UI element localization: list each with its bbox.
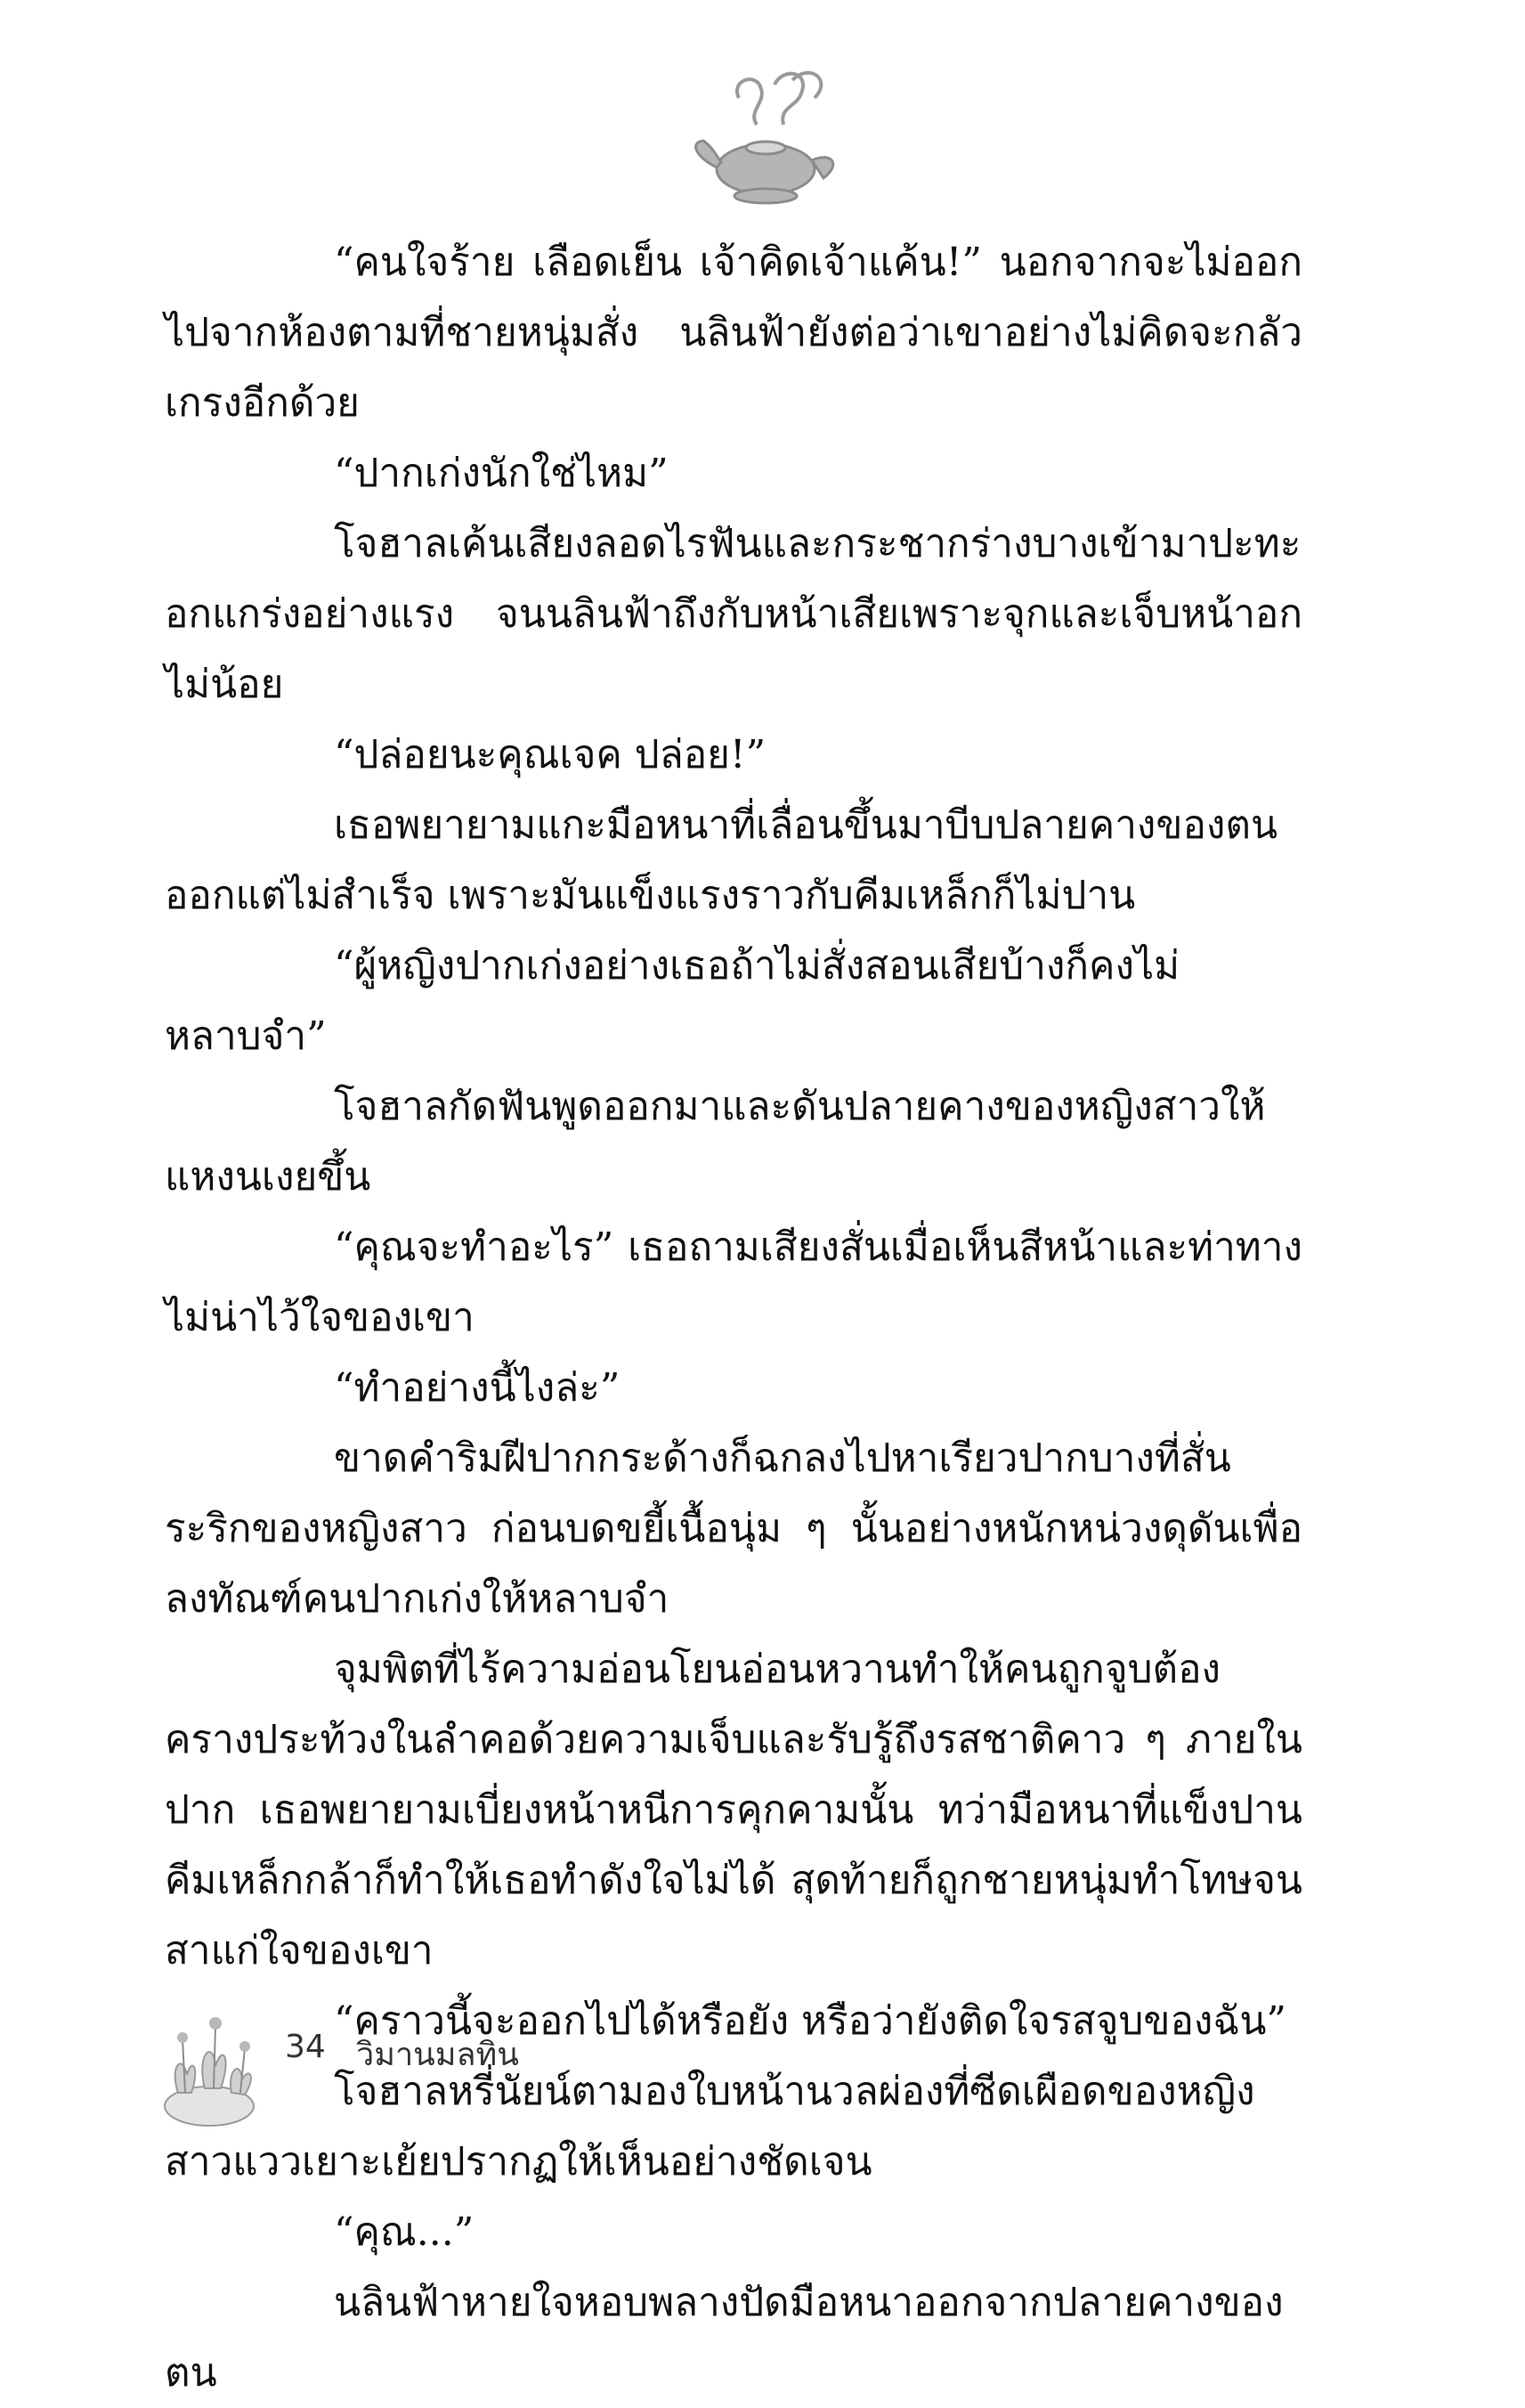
page-footer: [142, 2004, 766, 2146]
page-number: 34: [285, 2029, 326, 2065]
paragraph: “คราวนี้จะออกไปได้หรือยัง หรือว่ายังติดใจรสจูบของฉัน”: [334, 1998, 1286, 2044]
paragraph: “ผู้หญิงปากเก่งอย่างเธอถ้าไม่สั่งสอนเสียบ้างก็คงไม่หลาบจำ”: [165, 943, 1180, 1059]
paragraph: “ปากเก่งนักใช่ไหม”: [334, 451, 669, 496]
lotus-flowers-icon: [142, 2004, 276, 2137]
paragraph: “คนใจร้าย เลือดเย็น เจ้าคิดเจ้าแค้น!” นอกจากจะไม่ออกไปจากห้องตามที่ชายหนุ่มสั่ง นลินฟ้ายังต่อว่าเขาอย่างไม่คิดจะกลัวเกรงอีกด้วย: [165, 240, 1302, 426]
book-title: วิมานมลทิน: [356, 2037, 519, 2073]
paragraph: นลินฟ้าหายใจหอบพลางปัดมือหนาออกจากปลายคางของตน: [165, 2280, 1284, 2396]
paragraph: โจฮาลหรี่นัยน์ตามองใบหน้านวลผ่องที่ซีดเผือดของหญิงสาวแววเยาะเย้ยปรากฏให้เห็นอย่างชัดเจน: [165, 2069, 1255, 2184]
paragraph: จุมพิตที่ไร้ความอ่อนโยนอ่อนหวานทำให้คนถูกจูบต้องครางประท้วงในลำคอด้วยความเจ็บและรับรู้ถึงรสชาติคาว ๆ ภายในปาก เธอพยายามเบี่ยงหน้าหนีการคุกคามนั้น ทว่ามือหนาที่แข็งปานคีมเหล็กกล้าก็ทำให้เธอทำดังใจไม่ได้ สุดท้ายก็ถูกชายหนุ่มทำโทษจนสาแก่ใจของเขา: [165, 1647, 1302, 1973]
paragraph: “คุณ...”: [334, 2209, 475, 2255]
paragraph: เธอพยายามแกะมือหนาที่เลื่อนขึ้นมาบีบปลายคางของตนออกแต่ไม่สำเร็จ เพราะมันแข็งแรงราวกับคีมเหล็กก็ไม่ปาน: [165, 802, 1278, 918]
paragraph: โจฮาลเค้นเสียงลอดไรฟันและกระชากร่างบางเข้ามาปะทะอกแกร่งอย่างแรง จนนลินฟ้าถึงกับหน้าเสียเพราะจุกและเจ็บหน้าอกไม่น้อย: [165, 521, 1302, 707]
paragraph: “ปล่อยนะคุณเจค ปล่อย!”: [334, 732, 767, 777]
paragraph: “ทำอย่างนี้ไงล่ะ”: [334, 1365, 621, 1411]
paragraph: ขาดคำริมฝีปากกระด้างก็ฉกลงไปหาเรียวปากบางที่สั่นระริกของหญิงสาว ก่อนบดขยี้เนื้อนุ่ม ๆ นั้นอย่างหนักหน่วงดุดันเพื่อลงทัณฑ์คนปากเก่งให้หลาบจำ: [165, 1436, 1302, 1622]
paragraph: โจฮาลกัดฟันพูดออกมาและดันปลายคางของหญิงสาวให้แหงนเงยขึ้น: [165, 1084, 1266, 1200]
teapot-ornament-icon: [677, 62, 855, 214]
paragraph: “คุณจะทำอะไร” เธอถามเสียงสั่นเมื่อเห็นสีหน้าและท่าทางไม่น่าไว้ใจของเขา: [165, 1224, 1302, 1340]
